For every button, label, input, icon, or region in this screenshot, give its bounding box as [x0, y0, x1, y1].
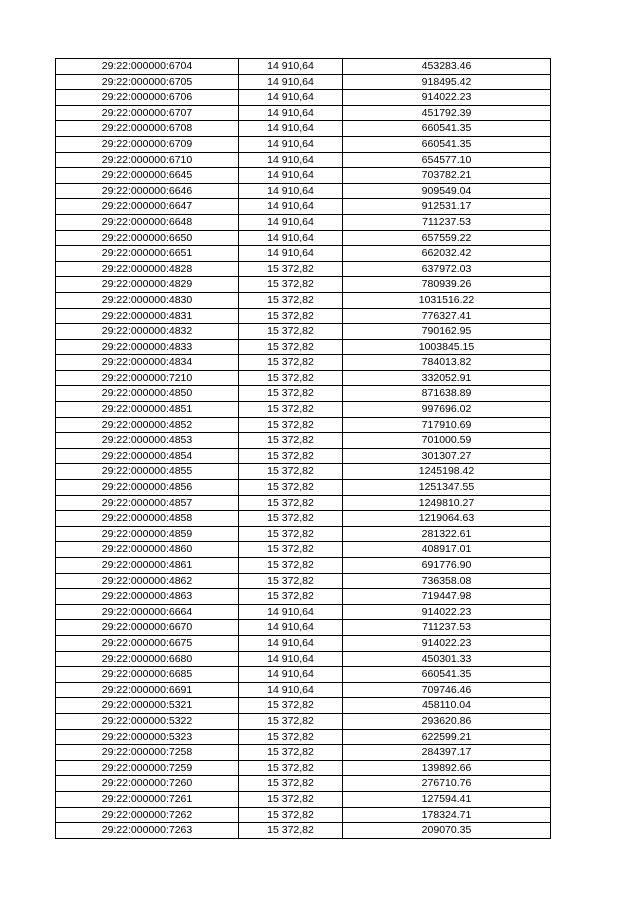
cadastral-number-cell: 29:22:000000:6709 [56, 136, 239, 152]
cadastral-number-cell: 29:22:000000:4853 [56, 433, 239, 449]
cadastral-value-cell: 736358.08 [343, 573, 551, 589]
cadastral-value-cell: 178324.71 [343, 807, 551, 823]
cadastral-number-cell: 29:22:000000:4833 [56, 339, 239, 355]
table-row [56, 355, 551, 371]
table-row [56, 776, 551, 792]
cadastral-number-cell: 29:22:000000:6706 [56, 90, 239, 106]
cadastral-number-cell: 29:22:000000:6691 [56, 682, 239, 698]
table-row [56, 308, 551, 324]
cadastral-value-cell: 691776.90 [343, 558, 551, 574]
table-row [56, 214, 551, 230]
table-row [56, 651, 551, 667]
table-body [56, 59, 551, 839]
specific-value-cell: 14 910,64 [239, 152, 343, 168]
cadastral-number-cell: 29:22:000000:4834 [56, 355, 239, 371]
specific-value-cell: 15 372,82 [239, 745, 343, 761]
cadastral-value-cell: 276710.76 [343, 776, 551, 792]
specific-value-cell: 15 372,82 [239, 713, 343, 729]
table-row [56, 682, 551, 698]
specific-value-cell: 14 910,64 [239, 604, 343, 620]
cadastral-number-cell: 29:22:000000:4852 [56, 417, 239, 433]
cadastral-value-cell: 301307.27 [343, 448, 551, 464]
specific-value-cell: 14 910,64 [239, 105, 343, 121]
specific-value-cell: 15 372,82 [239, 464, 343, 480]
cadastral-number-cell: 29:22:000000:6710 [56, 152, 239, 168]
specific-value-cell: 15 372,82 [239, 308, 343, 324]
cadastral-value-cell: 332052.91 [343, 370, 551, 386]
cadastral-number-cell: 29:22:000000:6704 [56, 59, 239, 75]
cadastral-value-cell: 660541.35 [343, 136, 551, 152]
cadastral-number-cell: 29:22:000000:4863 [56, 589, 239, 605]
cadastral-number-cell: 29:22:000000:4859 [56, 526, 239, 542]
table-row [56, 713, 551, 729]
cadastral-value-cell: 719447.98 [343, 589, 551, 605]
table-row [56, 745, 551, 761]
cadastral-number-cell: 29:22:000000:4857 [56, 495, 239, 511]
specific-value-cell: 14 910,64 [239, 90, 343, 106]
cadastral-number-cell: 29:22:000000:6685 [56, 667, 239, 683]
specific-value-cell: 14 910,64 [239, 635, 343, 651]
specific-value-cell: 15 372,82 [239, 791, 343, 807]
specific-value-cell: 14 910,64 [239, 667, 343, 683]
specific-value-cell: 14 910,64 [239, 214, 343, 230]
table-row [56, 760, 551, 776]
table-row [56, 807, 551, 823]
table-row [56, 59, 551, 75]
table-row [56, 386, 551, 402]
cadastral-value-cell: 453283.46 [343, 59, 551, 75]
table-row [56, 402, 551, 418]
cadastral-number-cell: 29:22:000000:4858 [56, 511, 239, 527]
table-row [56, 370, 551, 386]
specific-value-cell: 15 372,82 [239, 776, 343, 792]
cadastral-number-cell: 29:22:000000:6650 [56, 230, 239, 246]
specific-value-cell: 15 372,82 [239, 495, 343, 511]
table-row [56, 246, 551, 262]
cadastral-value-cell: 909549.04 [343, 183, 551, 199]
table-row [56, 136, 551, 152]
table-row [56, 573, 551, 589]
cadastral-value-cell: 914022.23 [343, 604, 551, 620]
table-row [56, 183, 551, 199]
table-row [56, 339, 551, 355]
cadastral-value-cell: 709746.46 [343, 682, 551, 698]
cadastral-value-cell: 1249810.27 [343, 495, 551, 511]
specific-value-cell: 15 372,82 [239, 573, 343, 589]
specific-value-cell: 15 372,82 [239, 292, 343, 308]
cadastral-value-cell: 450301.33 [343, 651, 551, 667]
cadastral-number-cell: 29:22:000000:4854 [56, 448, 239, 464]
specific-value-cell: 14 910,64 [239, 136, 343, 152]
table-row [56, 511, 551, 527]
table-row [56, 823, 551, 839]
specific-value-cell: 14 910,64 [239, 59, 343, 75]
cadastral-value-cell: 284397.17 [343, 745, 551, 761]
cadastral-number-cell: 29:22:000000:4831 [56, 308, 239, 324]
specific-value-cell: 15 372,82 [239, 417, 343, 433]
table-row [56, 698, 551, 714]
cadastral-value-cell: 660541.35 [343, 121, 551, 137]
cadastral-number-cell: 29:22:000000:6705 [56, 74, 239, 90]
table-row [56, 495, 551, 511]
cadastral-value-cell: 657559.22 [343, 230, 551, 246]
cadastral-value-cell: 703782.21 [343, 168, 551, 184]
specific-value-cell: 15 372,82 [239, 589, 343, 605]
specific-value-cell: 15 372,82 [239, 558, 343, 574]
cadastral-value-cell: 871638.89 [343, 386, 551, 402]
specific-value-cell: 15 372,82 [239, 480, 343, 496]
cadastral-value-cell: 1219064.63 [343, 511, 551, 527]
table-row [56, 526, 551, 542]
cadastral-value-cell: 780939.26 [343, 277, 551, 293]
table-row [56, 292, 551, 308]
table-row [56, 121, 551, 137]
specific-value-cell: 14 910,64 [239, 74, 343, 90]
cadastral-number-cell: 29:22:000000:7259 [56, 760, 239, 776]
cadastral-number-cell: 29:22:000000:7260 [56, 776, 239, 792]
table-row [56, 324, 551, 340]
cadastral-value-cell: 997696.02 [343, 402, 551, 418]
cadastral-number-cell: 29:22:000000:4832 [56, 324, 239, 340]
cadastral-number-cell: 29:22:000000:5323 [56, 729, 239, 745]
cadastral-value-cell: 662032.42 [343, 246, 551, 262]
table-row [56, 417, 551, 433]
cadastral-value-cell: 914022.23 [343, 635, 551, 651]
specific-value-cell: 14 910,64 [239, 168, 343, 184]
cadastral-value-cell: 914022.23 [343, 90, 551, 106]
table-row [56, 667, 551, 683]
table-row [56, 729, 551, 745]
cadastral-value-cell: 451792.39 [343, 105, 551, 121]
specific-value-cell: 15 372,82 [239, 386, 343, 402]
table-row [56, 105, 551, 121]
table-row [56, 558, 551, 574]
cadastral-number-cell: 29:22:000000:4856 [56, 480, 239, 496]
cadastral-number-cell: 29:22:000000:7263 [56, 823, 239, 839]
table-row [56, 230, 551, 246]
cadastral-number-cell: 29:22:000000:5321 [56, 698, 239, 714]
table-row [56, 604, 551, 620]
cadastral-value-cell: 127594.41 [343, 791, 551, 807]
cadastral-number-cell: 29:22:000000:7262 [56, 807, 239, 823]
specific-value-cell: 15 372,82 [239, 729, 343, 745]
table-row [56, 433, 551, 449]
table-row [56, 480, 551, 496]
cadastral-value-cell: 622599.21 [343, 729, 551, 745]
cadastral-value-cell: 209070.35 [343, 823, 551, 839]
cadastral-number-cell: 29:22:000000:6647 [56, 199, 239, 215]
cadastral-number-cell: 29:22:000000:6645 [56, 168, 239, 184]
cadastral-value-cell: 790162.95 [343, 324, 551, 340]
cadastral-value-cell: 139892.66 [343, 760, 551, 776]
cadastral-value-cell: 637972.03 [343, 261, 551, 277]
table-row [56, 168, 551, 184]
cadastral-value-cell: 701000.59 [343, 433, 551, 449]
cadastral-value-cell: 784013.82 [343, 355, 551, 371]
specific-value-cell: 15 372,82 [239, 823, 343, 839]
cadastral-value-cell: 918495.42 [343, 74, 551, 90]
specific-value-cell: 15 372,82 [239, 433, 343, 449]
cadastral-value-cell: 711237.53 [343, 620, 551, 636]
specific-value-cell: 15 372,82 [239, 526, 343, 542]
table-row [56, 90, 551, 106]
specific-value-cell: 15 372,82 [239, 324, 343, 340]
cadastral-number-cell: 29:22:000000:7261 [56, 791, 239, 807]
specific-value-cell: 15 372,82 [239, 402, 343, 418]
cadastral-number-cell: 29:22:000000:4850 [56, 386, 239, 402]
specific-value-cell: 15 372,82 [239, 261, 343, 277]
specific-value-cell: 14 910,64 [239, 230, 343, 246]
table-row [56, 464, 551, 480]
cadastral-value-cell: 281322.61 [343, 526, 551, 542]
specific-value-cell: 14 910,64 [239, 199, 343, 215]
cadastral-number-cell: 29:22:000000:4855 [56, 464, 239, 480]
cadastral-number-cell: 29:22:000000:6708 [56, 121, 239, 137]
cadastral-number-cell: 29:22:000000:6664 [56, 604, 239, 620]
specific-value-cell: 15 372,82 [239, 760, 343, 776]
table-row [56, 448, 551, 464]
cadastral-number-cell: 29:22:000000:4860 [56, 542, 239, 558]
cadastral-value-cell: 654577.10 [343, 152, 551, 168]
specific-value-cell: 14 910,64 [239, 183, 343, 199]
specific-value-cell: 15 372,82 [239, 277, 343, 293]
cadastral-number-cell: 29:22:000000:6707 [56, 105, 239, 121]
specific-value-cell: 14 910,64 [239, 246, 343, 262]
cadastral-value-cell: 1031516.22 [343, 292, 551, 308]
specific-value-cell: 14 910,64 [239, 121, 343, 137]
specific-value-cell: 15 372,82 [239, 370, 343, 386]
cadastral-value-cell: 912531.17 [343, 199, 551, 215]
specific-value-cell: 14 910,64 [239, 651, 343, 667]
cadastral-number-cell: 29:22:000000:4829 [56, 277, 239, 293]
specific-value-cell: 15 372,82 [239, 698, 343, 714]
table-row [56, 277, 551, 293]
cadastral-number-cell: 29:22:000000:6648 [56, 214, 239, 230]
cadastral-number-cell: 29:22:000000:4862 [56, 573, 239, 589]
specific-value-cell: 15 372,82 [239, 542, 343, 558]
specific-value-cell: 15 372,82 [239, 448, 343, 464]
cadastral-value-cell: 711237.53 [343, 214, 551, 230]
cadastral-value-table [55, 58, 551, 839]
specific-value-cell: 15 372,82 [239, 511, 343, 527]
cadastral-number-cell: 29:22:000000:7258 [56, 745, 239, 761]
cadastral-number-cell: 29:22:000000:6646 [56, 183, 239, 199]
cadastral-value-cell: 408917.01 [343, 542, 551, 558]
cadastral-value-cell: 1251347.55 [343, 480, 551, 496]
cadastral-number-cell: 29:22:000000:6670 [56, 620, 239, 636]
cadastral-number-cell: 29:22:000000:4851 [56, 402, 239, 418]
cadastral-value-cell: 1003845.15 [343, 339, 551, 355]
table-row [56, 542, 551, 558]
table-row [56, 589, 551, 605]
cadastral-number-cell: 29:22:000000:6651 [56, 246, 239, 262]
specific-value-cell: 15 372,82 [239, 339, 343, 355]
cadastral-number-cell: 29:22:000000:6675 [56, 635, 239, 651]
cadastral-value-cell: 717910.69 [343, 417, 551, 433]
table-row [56, 199, 551, 215]
cadastral-number-cell: 29:22:000000:7210 [56, 370, 239, 386]
table-row [56, 620, 551, 636]
cadastral-value-cell: 458110.04 [343, 698, 551, 714]
cadastral-value-cell: 1245198.42 [343, 464, 551, 480]
table-row [56, 635, 551, 651]
specific-value-cell: 14 910,64 [239, 682, 343, 698]
specific-value-cell: 15 372,82 [239, 807, 343, 823]
cadastral-number-cell: 29:22:000000:4861 [56, 558, 239, 574]
cadastral-value-cell: 776327.41 [343, 308, 551, 324]
cadastral-value-cell: 293620.86 [343, 713, 551, 729]
specific-value-cell: 14 910,64 [239, 620, 343, 636]
cadastral-number-cell: 29:22:000000:4828 [56, 261, 239, 277]
cadastral-number-cell: 29:22:000000:4830 [56, 292, 239, 308]
table-row [56, 261, 551, 277]
table-row [56, 74, 551, 90]
table-row [56, 791, 551, 807]
table-row [56, 152, 551, 168]
cadastral-number-cell: 29:22:000000:6680 [56, 651, 239, 667]
cadastral-value-cell: 660541.35 [343, 667, 551, 683]
specific-value-cell: 15 372,82 [239, 355, 343, 371]
cadastral-number-cell: 29:22:000000:5322 [56, 713, 239, 729]
